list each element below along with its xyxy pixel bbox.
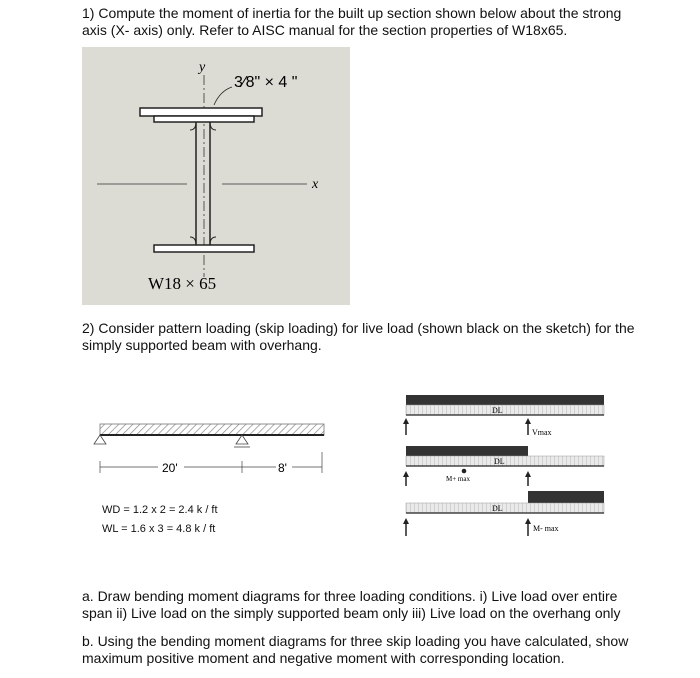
question-2-text: 2) Consider pattern loading (skip loading) for live load (shown black on the sketch) for the simply supported beam with overhang. (82, 320, 635, 353)
plate-label: 3⁄8" × 4 " (234, 74, 298, 91)
span-overhang-label: 8' (278, 461, 287, 475)
m-minus-label: M- max (533, 524, 559, 533)
beam-sketch (90, 410, 335, 540)
section-shape-label: W18 × 65 (148, 274, 217, 293)
question-1-text: 1) Compute the moment of inertia for the built up section shown below about the strong axis (X- axis) only. Refer to AISC manual for the section properties of W18x65. (82, 5, 622, 38)
pattern-loading-sketch (398, 390, 613, 540)
span-main-label: 20' (162, 461, 178, 475)
m-plus-point (462, 469, 467, 474)
svg-text:DL: DL (494, 457, 505, 466)
x-axis-label: x (312, 177, 319, 192)
case3-live-load (528, 491, 604, 503)
part-a-text: a. Draw bending moment diagrams for three loading conditions. i) Live load over entire span ii) Live load on the simply supported beam only iii) Live load on the overhang only (82, 588, 621, 621)
svg-text:DL: DL (492, 504, 503, 513)
top-flange (154, 116, 254, 122)
y-axis-label: y (199, 60, 206, 75)
case2-live-load (406, 446, 528, 456)
case2-dead-load (406, 456, 604, 466)
case3-dead-load (406, 503, 604, 513)
case1-live-load (406, 395, 604, 405)
live-load-text: WL = 1.6 x 3 = 4.8 k / ft (102, 523, 216, 535)
cover-plate (140, 108, 262, 116)
beam-load-strip (100, 424, 324, 435)
left-support (94, 435, 106, 444)
right-support (236, 435, 248, 444)
vmax-label: Vmax (532, 428, 552, 437)
built-up-section-figure (82, 47, 350, 305)
figure-background (82, 47, 350, 305)
dead-load-text: WD = 1.2 x 2 = 2.4 k / ft (102, 504, 218, 516)
m-plus-label: M+ max (446, 475, 470, 483)
svg-text:DL: DL (492, 406, 503, 415)
bottom-flange (154, 245, 254, 252)
part-b-text: b. Using the bending moment diagrams for three skip loading you have calculated, show maximum positive moment and negative moment with corresponding location. (82, 633, 629, 666)
case1-dead-load (406, 405, 604, 415)
